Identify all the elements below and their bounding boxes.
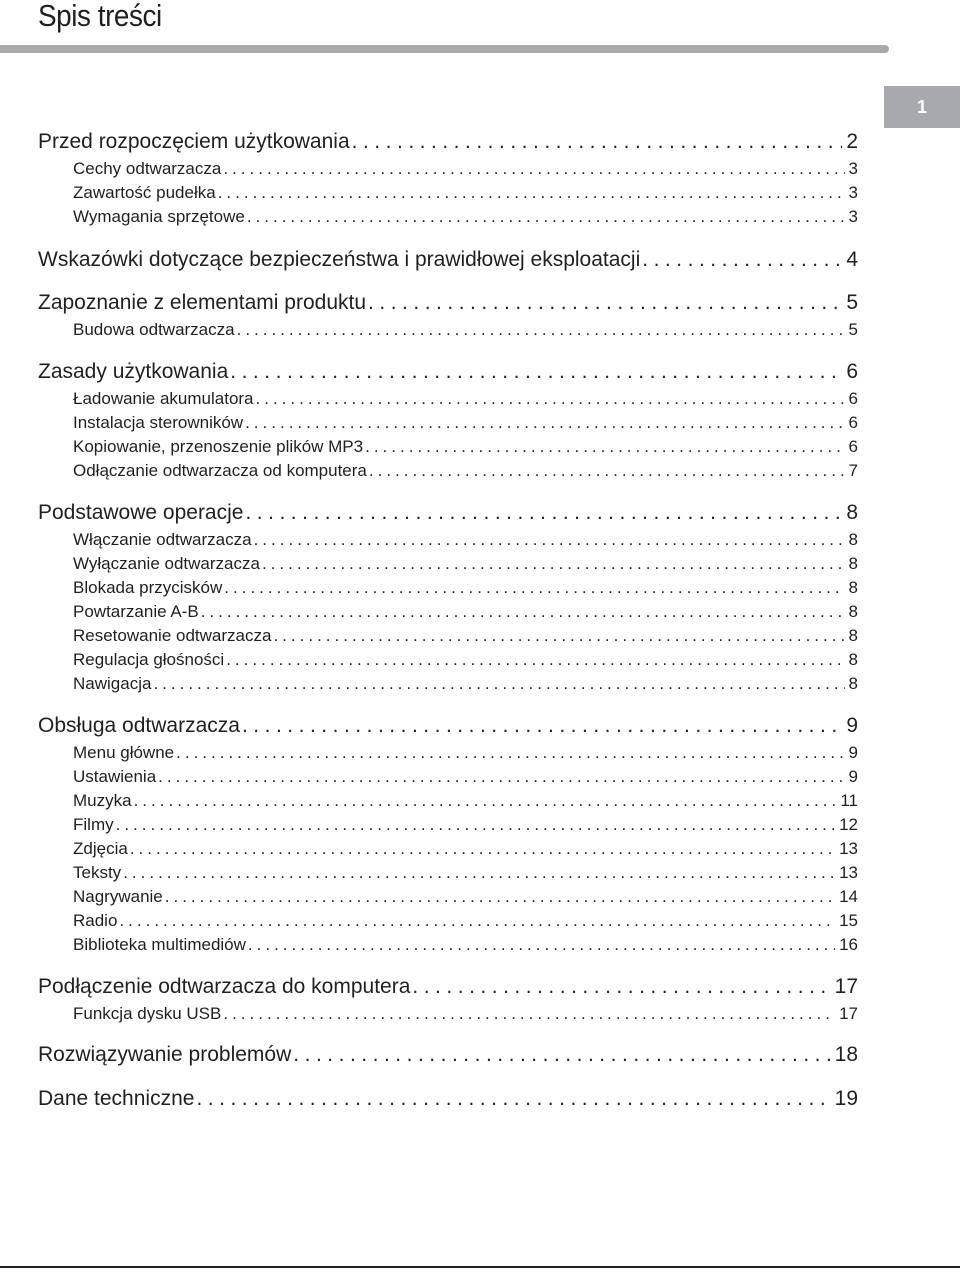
chapter-tab: 1 [884,86,960,128]
toc-page-number: 4 [846,248,858,271]
toc-page-number: 8 [848,674,858,693]
toc-page-number: 8 [848,554,858,573]
toc-entry-label: Zdjęcia [73,839,128,858]
toc-subsection-entry[interactable] [73,413,858,433]
toc-page-number: 3 [848,183,858,202]
toc-subsection-entry[interactable] [73,815,858,835]
toc-dot-leader [226,650,844,670]
toc-dot-leader [201,602,845,622]
toc-entry-label: Wyłączanie odtwarzacza [73,554,260,573]
toc-dot-leader [293,1043,830,1067]
toc-dot-leader [245,501,842,525]
toc-page-number: 6 [846,360,858,383]
toc-subsection-entry[interactable] [73,159,858,179]
toc-dot-leader [237,320,845,340]
toc-dot-leader [368,291,842,315]
toc-page-number: 13 [839,863,858,882]
toc-section-entry[interactable] [38,975,858,999]
toc-page-number: 2 [846,130,858,153]
toc-dot-leader [242,714,842,738]
toc-subsection-entry[interactable] [73,650,858,670]
toc-page-number: 3 [848,207,858,226]
toc-page-number: 14 [839,887,858,906]
toc-subsection-entry[interactable] [73,554,858,574]
toc-dot-leader [165,887,835,907]
toc-dot-leader [223,1004,835,1024]
toc-subsection-entry[interactable] [73,839,858,859]
toc-page-number: 17 [834,975,858,998]
toc-dot-leader [254,530,845,550]
toc-page-number: 8 [848,530,858,549]
toc-subsection-entry[interactable] [73,578,858,598]
toc-subsection-entry[interactable] [73,911,858,931]
toc-entry-label: Rozwiązywanie problemów [38,1043,292,1066]
toc-entry-label: Obsługa odtwarzacza [38,714,240,737]
toc-subsection-entry[interactable] [73,183,858,203]
toc-page-number: 11 [840,791,858,810]
toc-entry-label: Instalacja sterowników [73,413,244,432]
toc-section-entry[interactable] [38,360,858,384]
toc-page-number: 9 [846,714,858,737]
toc-dot-leader [369,461,845,481]
toc-subsection-entry[interactable] [73,389,858,409]
toc-page-number: 8 [848,578,858,597]
toc-dot-leader [176,743,844,763]
toc-page-number: 6 [848,413,858,432]
bottom-rule [0,1266,960,1268]
toc-subsection-entry[interactable] [73,530,858,550]
toc-page-number: 6 [848,389,858,408]
toc-dot-leader [230,360,842,384]
toc-entry-label: Regulacja głośności [73,650,225,669]
toc-dot-leader [642,248,842,272]
toc-dot-leader [245,413,844,433]
toc-entry-label: Cechy odtwarzacza [73,159,222,178]
toc-subsection-entry[interactable] [73,320,858,340]
toc-dot-leader [134,791,837,811]
toc-entry-label: Muzyka [73,791,132,810]
toc-subsection-entry[interactable] [73,674,858,694]
toc-page-number: 8 [846,501,858,524]
toc-page-number: 5 [848,320,858,339]
title-rule [0,45,889,53]
toc-entry-label: Zasady użytkowania [38,360,229,383]
toc-dot-leader [248,935,835,955]
toc-page-number: 5 [846,291,858,314]
toc-section-entry[interactable] [38,130,858,154]
toc-subsection-entry[interactable] [73,207,858,227]
toc-dot-leader [153,674,844,694]
toc-subsection-entry[interactable] [73,767,858,787]
toc-page-number: 15 [839,911,858,930]
toc-subsection-entry[interactable] [73,602,858,622]
toc-entry-label: Blokada przycisków [73,578,223,597]
toc-entry-label: Powtarzanie A-B [73,602,199,621]
toc-dot-leader [352,130,843,154]
toc-entry-label: Ładowanie akumulatora [73,389,254,408]
toc-page-number: 6 [848,437,858,456]
toc-entry-label: Radio [73,911,118,930]
toc-subsection-entry[interactable] [73,935,858,955]
toc-subsection-entry[interactable] [73,743,858,763]
toc-subsection-entry[interactable] [73,626,858,646]
toc-page-number: 8 [848,602,858,621]
toc-page-number: 8 [848,650,858,669]
toc-page-number: 3 [848,159,858,178]
toc-dot-leader [262,554,845,574]
toc-entry-label: Zapoznanie z elementami produktu [38,291,367,314]
toc-section-entry[interactable] [38,1087,858,1111]
toc-dot-leader [247,207,845,227]
toc-page-number: 13 [839,839,858,858]
toc-entry-label: Funkcja dysku USB [73,1004,222,1023]
toc-entry-label: Kopiowanie, przenoszenie plików MP3 [73,437,364,456]
toc-page-number: 16 [839,935,858,954]
toc-dot-leader [119,911,835,931]
toc-dot-leader [223,159,844,179]
toc-entry-label: Wskazówki dotyczące bezpieczeństwa i prawidłowej eksploatacji [38,248,641,271]
toc-section-entry[interactable] [38,248,858,272]
toc-entry-label: Zawartość pudełka [73,183,216,202]
toc-dot-leader [116,815,835,835]
toc-dot-leader [158,767,844,787]
toc-entry-label: Menu główne [73,743,175,762]
toc-page-number: 17 [839,1004,858,1023]
toc-page-number: 7 [848,461,858,480]
toc-page-number: 19 [834,1087,858,1110]
toc-entry-label: Dane techniczne [38,1087,195,1110]
toc-entry-label: Budowa odtwarzacza [73,320,235,339]
toc-entry-label: Biblioteka multimediów [73,935,246,954]
toc-subsection-entry[interactable] [73,863,858,883]
toc-page-number: 18 [834,1043,858,1066]
toc-section-entry[interactable] [38,1043,858,1067]
toc-subsection-entry[interactable] [73,1004,858,1024]
toc-page-number: 12 [839,815,858,834]
toc-page-number: 9 [848,767,858,786]
toc-subsection-entry[interactable] [73,437,858,457]
toc-entry-label: Włączanie odtwarzacza [73,530,252,549]
toc-dot-leader [224,578,844,598]
toc-entry-label: Nawigacja [73,674,152,693]
toc-section-entry[interactable] [38,291,858,315]
toc-dot-leader [218,183,845,203]
toc-dot-leader [412,975,830,999]
toc-entry-label: Nagrywanie [73,887,163,906]
toc-dot-leader [196,1087,830,1111]
toc-section-entry[interactable] [38,501,858,525]
toc-dot-leader [365,437,844,457]
toc-section-entry[interactable] [38,714,858,738]
toc-entry-label: Teksty [73,863,122,882]
toc-dot-leader [273,626,844,646]
toc-entry-label: Ustawienia [73,767,157,786]
toc-dot-leader [256,389,845,409]
toc-entry-label: Filmy [73,815,114,834]
toc-entry-label: Odłączanie odtwarzacza od komputera [73,461,367,480]
toc-entry-label: Podstawowe operacje [38,501,244,524]
toc-subsection-entry[interactable] [73,887,858,907]
toc-subsection-entry[interactable] [73,461,858,481]
toc-page-number: 8 [848,626,858,645]
toc-dot-leader [123,863,835,883]
toc-subsection-entry[interactable] [73,791,858,811]
toc-entry-label: Resetowanie odtwarzacza [73,626,272,645]
toc-entry-label: Podłączenie odtwarzacza do komputera [38,975,411,998]
toc-entry-label: Wymagania sprzętowe [73,207,245,226]
page-title: Spis treści [38,0,162,33]
toc-page-number: 9 [848,743,858,762]
toc-dot-leader [130,839,835,859]
toc-entry-label: Przed rozpoczęciem użytkowania [38,130,350,153]
